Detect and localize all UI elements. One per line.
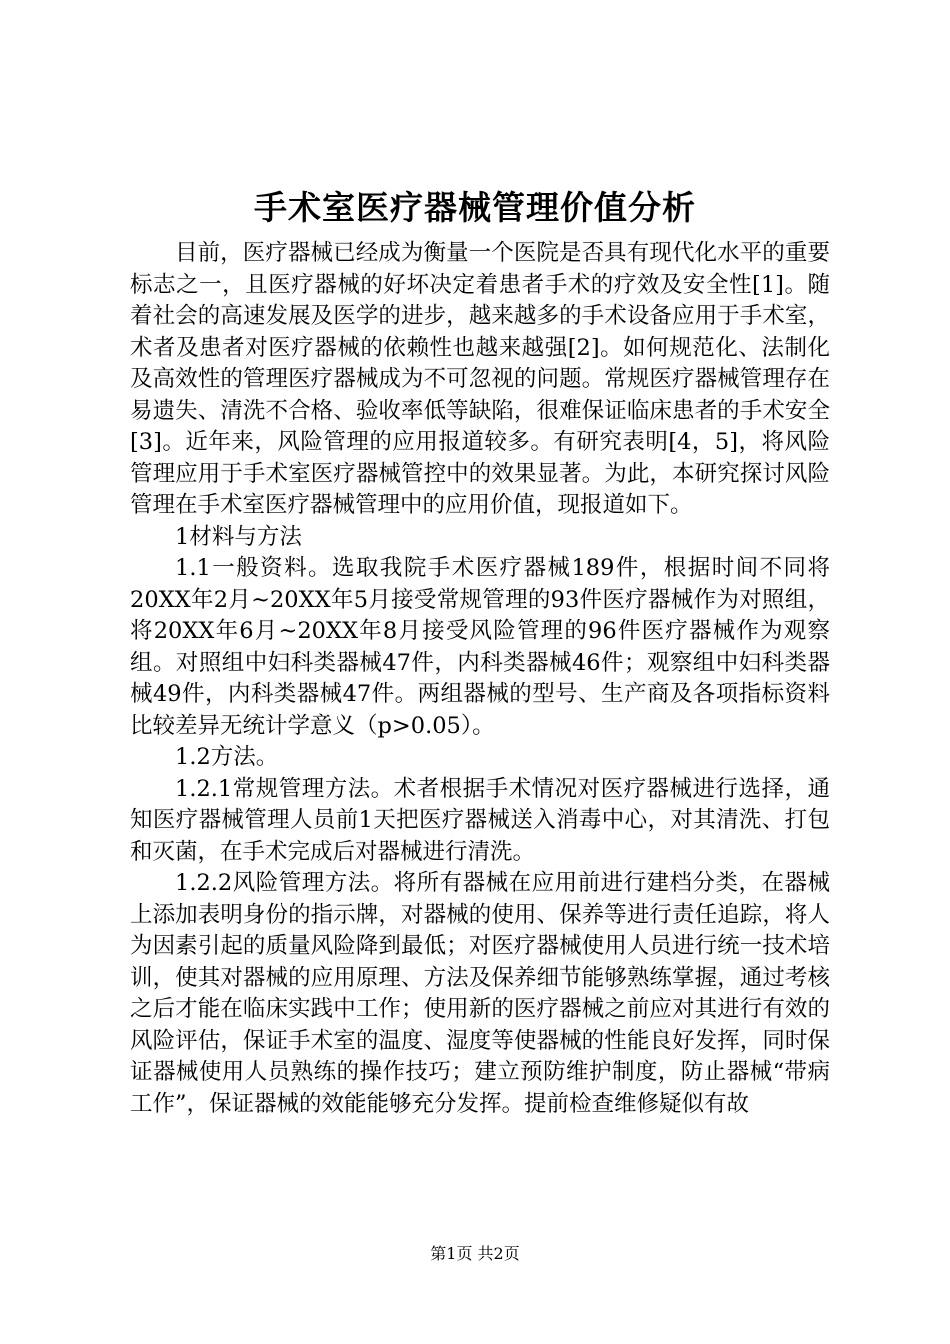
page-footer: 第1页 共2页 <box>430 1244 520 1263</box>
section-heading-methods: 1.2方法。 <box>175 744 279 770</box>
paragraph-intro: 目前，医疗器械已经成为衡量一个医院是否具有现代化水平的重要标志之一，且医疗器械的好坏决定着患者手术的疗效及安全性[1]。随着社会的高速发展及医学的进步，越来越多的手术设备应用于手术室，术者及患者对医疗器械的依赖性也越来越强[2]。如何规范化、法制化及高效性的管理医疗器械成为不可忽视的问题。常规医疗器械管理存在易遗失、清洗不合格、验收率低等缺陷，很难保证临床患者的手术安全[3]。近年来，风险管理的应用报道较多。有研究表明[4，5]，将风险管理应用于手术室医疗器械管控中的效果显著。为此，本研究探讨风险管理在手术室医疗器械管理中的应用价值，现报道如下。 <box>130 240 830 518</box>
paragraph-risk-management: 1.2.2风险管理方法。将所有器械在应用前进行建档分类，在器械上添加表明身份的指示牌，对器械的使用、保养等进行责任追踪，将人为因素引起的质量风险降到最低；对医疗器械使用人员进行统一技术培训，使其对器械的应用原理、方法及保养细节能够熟练掌握，通过考核之后才能在临床实践中工作；使用新的医疗器械之前应对其进行有效的风险评估，保证手术室的温度、湿度等使器械的性能良好发挥，同时保证器械使用人员熟练的操作技巧；建立预防维护制度，防止器械“带病工作”，保证器械的效能能够充分发挥。提前检查维修疑似有故 <box>130 870 830 1117</box>
document-body <box>130 238 830 1120</box>
paragraph-general-data: 1.1一般资料。选取我院手术医疗器械189件，根据时间不同将20XX年2月~20XX年5月接受常规管理的93件医疗器械作为对照组，将20XX年6月~20XX年8月接受风险管理的96件医疗器械作为观察组。对照组中妇科类器械47件，内科类器械46件；观察组中妇科类器械49件，内科类器械47件。两组器械的型号、生产商及各项指标资料比较差异无统计学意义（p>0.05）。 <box>130 555 830 739</box>
paragraph-conventional-management: 1.2.1常规管理方法。术者根据手术情况对医疗器械进行选择，通知医疗器械管理人员前1天把医疗器械送入消毒中心，对其清洗、打包和灭菌，在手术完成后对器械进行清洗。 <box>130 775 830 865</box>
section-heading-materials-methods: 1材料与方法 <box>175 523 302 550</box>
document-title: 手术室医疗器械管理价值分析 <box>254 188 696 227</box>
